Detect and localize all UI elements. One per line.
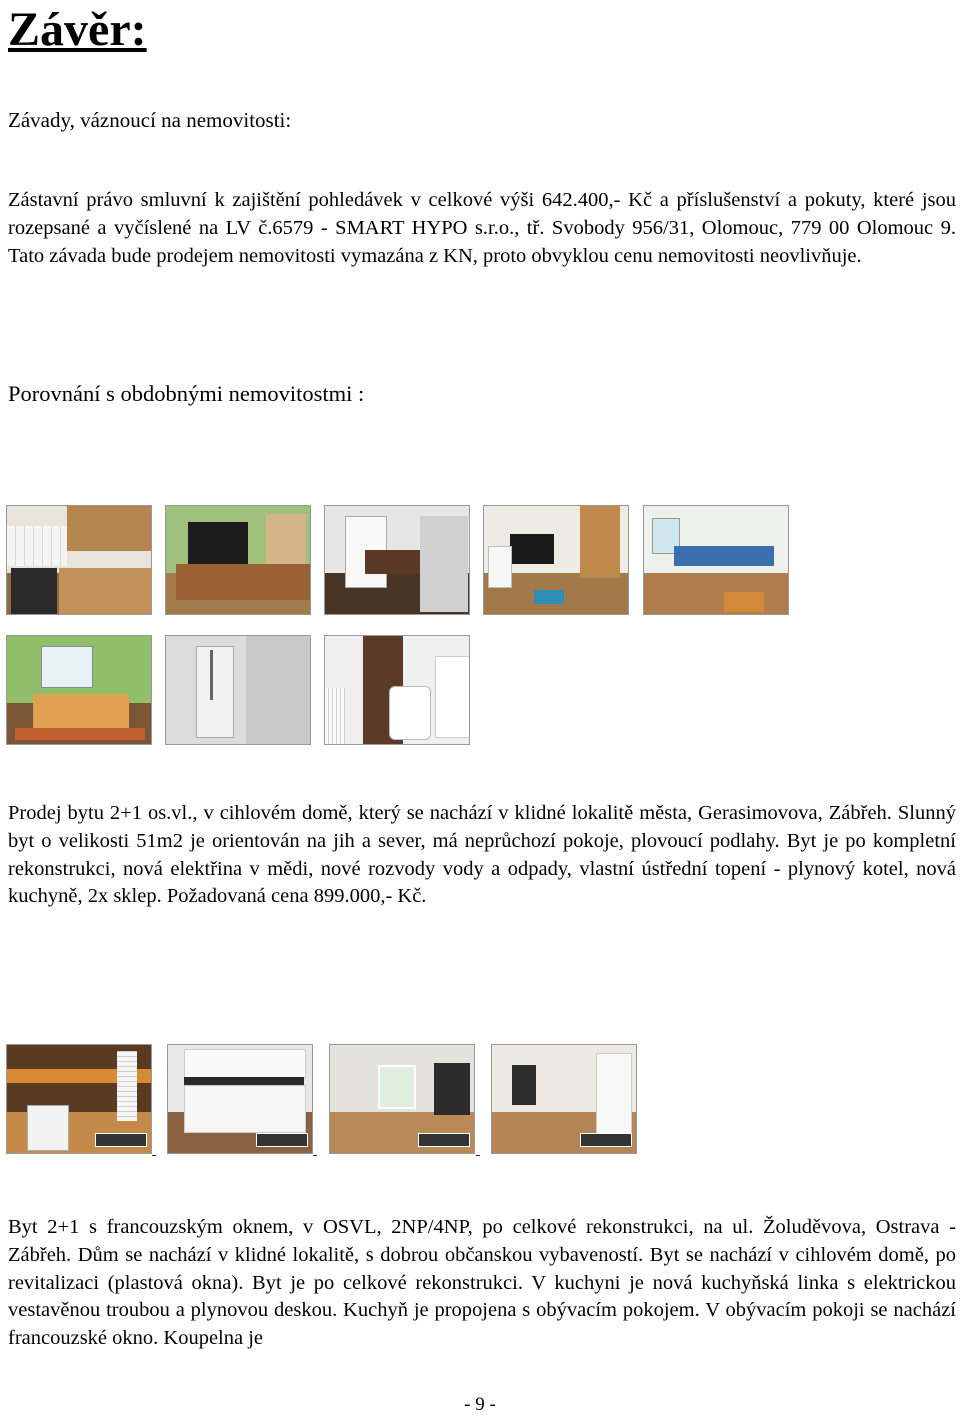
photo-link[interactable]	[152, 1155, 156, 1156]
hallway-photo[interactable]	[491, 1044, 637, 1154]
bedroom-bed-photo	[643, 505, 789, 615]
photo-link[interactable]	[476, 1155, 480, 1156]
watermark-logo	[580, 1133, 632, 1147]
shower-photo	[165, 635, 311, 745]
listing-1-text: Prodej bytu 2+1 os.vl., v cihlovém domě, který se nachází v klidné lokalitě města, Gerasimovova, Zábřeh. Slunný byt o velikosti 51m2 je orientován na jih a sever, má neprůchozí pokoje, plovoucí podlahy. Byt je po kompletní rekonstrukci, nová elektřina v mědi, nové rozvody vody a odpady, vlastní ústřední topení - plynový kotel, nová kuchyně, 2x sklep. Požadovaná cena 899.000,- Kč.	[8, 802, 956, 908]
page-title: Závěr:	[8, 3, 147, 56]
living-room-photo	[165, 505, 311, 615]
kitchen-photo	[6, 505, 152, 615]
comparison-label: Porovnání s obdobnými nemovitostmi :	[8, 381, 365, 406]
bathroom-photo[interactable]	[6, 1044, 152, 1154]
empty-room-photo[interactable]	[329, 1044, 475, 1154]
toilet-photo	[324, 635, 470, 745]
dining-room-photo	[6, 635, 152, 745]
listing-2-text: Byt 2+1 s francouzským oknem, v OSVL, 2NP/4NP, po celkové rekonstrukci, na ul. Žoluděvova, Ostrava - Zábřeh. Dům se nachází v klidné lokalitě, s dobrou občanskou vybaveností. Byt se nachází v cihlovém domě, po revitalizaci (plastová okna). Byt je po celkové rekonstrukci. V kuchyni je nová kuchyňská linka s elektrickou vestavěnou troubou a plynovou deskou. Kuchyň je propojena s obývacím pokojem. V obývacím pokoji se nachází francouzské okno. Koupelna je	[8, 1216, 956, 1350]
defects-label: Závady, váznoucí na nemovitosti:	[8, 108, 292, 132]
watermark-logo	[256, 1133, 308, 1147]
bathroom-photo	[324, 505, 470, 615]
watermark-logo	[95, 1133, 147, 1147]
kitchen-photo[interactable]	[167, 1044, 313, 1154]
photo-link[interactable]	[313, 1155, 317, 1156]
bedroom-tv-photo	[483, 505, 629, 615]
page-number: - 9 -	[464, 1394, 496, 1415]
watermark-logo	[418, 1133, 470, 1147]
defects-text: Zástavní právo smluvní k zajištění pohledávek v celkové výši 642.400,- Kč a příslušenství a pokuty, které jsou rozepsané a vyčíslené na LV č.6579 - SMART HYPO s.r.o., tř. Svobody 956/31, Olomouc, 779 00 Olomouc 9. Tato závada bude prodejem nemovitosti vymazána z KN, proto obvyklou cenu nemovitosti neovlivňuje.	[8, 189, 956, 267]
